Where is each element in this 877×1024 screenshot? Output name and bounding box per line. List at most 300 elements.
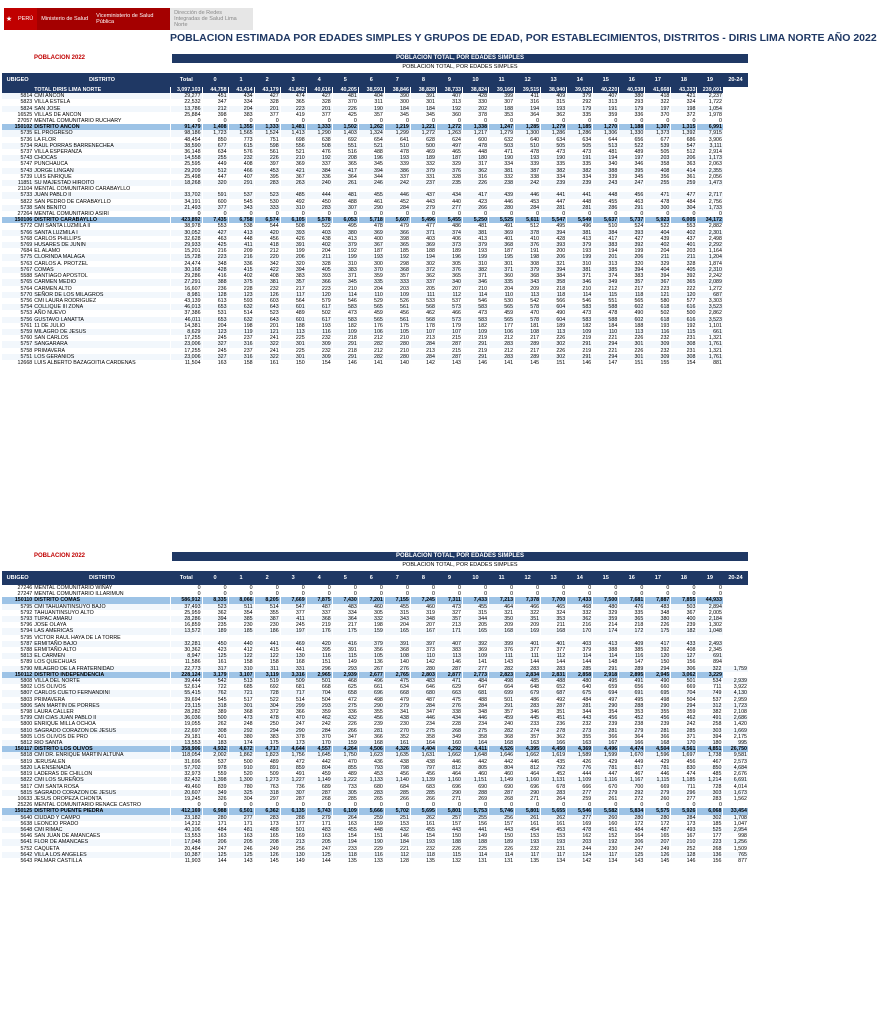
value-cell: 219: [306, 622, 332, 628]
value-cell: 259: [567, 796, 593, 802]
value-cell: 617: [306, 317, 332, 323]
value-cell: 300: [645, 205, 671, 211]
value-cell: 677: [202, 143, 228, 149]
value-cell: 489: [619, 149, 645, 155]
value-cell: 488: [332, 199, 358, 205]
name-cell: CHOCAS: [33, 155, 171, 161]
value-cell: 491: [619, 678, 645, 684]
name-cell: PRIMAVERA: [34, 347, 66, 354]
value-cell: 353: [619, 709, 645, 715]
value-cell: 443: [410, 199, 436, 205]
name-cell: RIO SANTA: [33, 740, 171, 746]
value-cell: 514: [228, 310, 254, 316]
value-cell: 2,939: [332, 672, 358, 678]
ubigeo-cell: 5798: [20, 709, 33, 716]
value-cell: 374: [436, 230, 462, 236]
value-cell: 0: [171, 585, 202, 591]
value-cell: 531: [202, 310, 228, 316]
ubigeo-cell: 27247: [2, 591, 33, 597]
value-cell: 146: [671, 858, 697, 864]
value-cell: 1,596: [645, 752, 671, 758]
value-cell: 407: [436, 641, 462, 647]
value-cell: 209: [228, 248, 254, 254]
value-cell: 0: [254, 118, 280, 124]
value-cell: 29,209: [171, 168, 202, 174]
value-cell: 235: [202, 622, 228, 628]
value-cell: 179: [619, 106, 645, 112]
value-cell: 168: [489, 628, 515, 634]
value-cell: 213: [436, 622, 462, 628]
value-cell: 546: [462, 298, 488, 304]
value-cell: 470: [332, 759, 358, 765]
value-cell: 105: [358, 653, 384, 659]
value-cell: 144: [567, 659, 593, 665]
value-cell: 216: [228, 254, 254, 260]
value-cell: 7,500: [593, 597, 619, 603]
value-cell: 438: [384, 715, 410, 721]
value-cell: 371: [462, 273, 488, 279]
value-cell: 793: [358, 765, 384, 771]
value-cell: 3,316: [280, 672, 306, 678]
value-cell: 287: [436, 666, 462, 672]
value-cell: 203: [645, 155, 671, 161]
value-cell: 551: [332, 143, 358, 149]
value-cell: 150: [280, 360, 306, 366]
value-cell: 212: [202, 106, 228, 112]
value-cell: 290: [645, 703, 671, 709]
value-cell: 1,524: [254, 130, 280, 136]
value-cell: 2,002: [202, 752, 228, 758]
value-cell: 293: [332, 666, 358, 672]
value-cell: 154: [671, 360, 697, 366]
value-cell: 446: [410, 715, 436, 721]
value-cell: 0: [645, 211, 671, 217]
value-cell: 198: [228, 323, 254, 329]
value-cell: 212: [489, 348, 515, 354]
value-cell: 154: [306, 360, 332, 366]
value-cell: 34,191: [171, 199, 202, 205]
value-cell: 365: [671, 279, 697, 285]
value-cell: 7,435: [202, 217, 228, 223]
name-cell: COLLIQUE III ZONA: [33, 304, 171, 310]
value-cell: 357: [436, 616, 462, 622]
value-cell: 0: [202, 585, 228, 591]
value-cell: 643: [254, 304, 280, 310]
value-cell: 188: [436, 839, 462, 845]
value-cell: 519: [254, 678, 280, 684]
value-cell: 910: [228, 765, 254, 771]
value-cell: 471: [645, 192, 671, 198]
name-cell: CMI CIAS JUAN PABLO II: [33, 715, 171, 721]
value-cell: 478: [515, 149, 541, 155]
value-cell: 514: [254, 604, 280, 610]
value-cell: 287: [280, 796, 306, 802]
column-header: 8: [410, 73, 436, 87]
value-cell: 380: [228, 734, 254, 740]
value-cell: 1,392: [671, 130, 697, 136]
value-cell: 171: [202, 821, 228, 827]
value-cell: 237: [410, 180, 436, 186]
value-cell: 684: [384, 784, 410, 790]
value-cell: 421: [280, 168, 306, 174]
name-cell: CMI LAURA RODRIGUEZ: [34, 297, 97, 304]
value-cell: 164: [462, 740, 488, 746]
value-cell: 239: [567, 180, 593, 186]
value-cell: 443: [489, 827, 515, 833]
value-cell: 442: [306, 759, 332, 765]
value-cell: 207: [645, 839, 671, 845]
ubigeo-cell: 5817: [20, 783, 33, 790]
ubigeo-cell: 5808: [2, 678, 33, 684]
value-cell: 164: [410, 740, 436, 746]
value-cell: 0: [671, 118, 697, 124]
value-cell: 456: [254, 236, 280, 242]
value-cell: 10,387: [171, 852, 202, 858]
value-cell: 44,933: [697, 597, 723, 603]
value-cell: 284: [410, 341, 436, 347]
value-cell: 0: [593, 802, 619, 808]
ubigeo-cell: 150112: [2, 672, 33, 678]
ubigeo-cell: 150117: [2, 746, 33, 752]
value-cell: 695: [645, 690, 671, 696]
value-cell: 362: [202, 610, 228, 616]
value-cell: 628: [410, 137, 436, 143]
ubigeo-cell: 5736: [20, 136, 33, 143]
value-cell: 368: [515, 273, 541, 279]
column-header: 6: [358, 73, 384, 87]
value-cell: 1,109: [567, 777, 593, 783]
value-cell: 448: [567, 199, 593, 205]
value-cell: 407: [228, 174, 254, 180]
value-cell: 40,616: [306, 87, 332, 93]
value-cell: 239: [671, 622, 697, 628]
value-cell: 1,565: [228, 130, 254, 136]
value-cell: 1,185: [567, 124, 593, 130]
value-cell: 153: [541, 833, 567, 839]
value-cell: 242: [306, 721, 332, 727]
value-cell: 311: [254, 666, 280, 672]
table-body: [2, 585, 748, 864]
value-cell: 188: [280, 323, 306, 329]
value-cell: 0: [254, 211, 280, 217]
value-cell: 539: [645, 143, 671, 149]
value-cell: 280: [384, 354, 410, 360]
value-cell: 107: [410, 329, 436, 335]
name-cell: LA FLOR: [34, 136, 57, 143]
value-cell: 268: [489, 796, 515, 802]
value-cell: 401: [541, 641, 567, 647]
value-cell: 488: [254, 827, 280, 833]
value-cell: 406: [436, 236, 462, 242]
value-cell: 324: [541, 610, 567, 616]
value-cell: 289: [619, 666, 645, 672]
value-cell: 359: [593, 616, 619, 622]
value-cell: 228: [436, 721, 462, 727]
value-cell: 149: [332, 659, 358, 665]
value-cell: 134: [541, 858, 567, 864]
value-cell: 646: [410, 684, 436, 690]
value-cell: 456: [645, 715, 671, 721]
value-cell: 1,623: [358, 752, 384, 758]
value-cell: 262: [541, 815, 567, 821]
value-cell: 1,761: [697, 341, 723, 347]
value-cell: 484: [671, 199, 697, 205]
value-cell: 350: [489, 616, 515, 622]
value-cell: 233: [332, 846, 358, 852]
value-cell: 335: [567, 112, 593, 118]
value-cell: 447: [202, 174, 228, 180]
value-cell: 6,362: [254, 808, 280, 814]
value-cell: 365: [619, 616, 645, 622]
value-cell: 604: [541, 304, 567, 310]
name-cell: CARLOS A. PROTZEL: [34, 260, 89, 267]
value-cell: 212: [489, 335, 515, 341]
value-cell: 303: [697, 790, 723, 796]
value-cell: 249: [645, 846, 671, 852]
value-cell: 522: [645, 223, 671, 229]
value-cell: 498: [358, 697, 384, 703]
value-cell: 4,474: [619, 746, 645, 752]
column-header: 15: [593, 73, 619, 87]
value-cell: 565: [358, 317, 384, 323]
value-cell: 521: [358, 143, 384, 149]
value-cell: 160: [436, 740, 462, 746]
value-cell: 417: [332, 168, 358, 174]
value-cell: 217: [280, 286, 306, 292]
value-cell: 394: [697, 734, 723, 740]
value-cell: 182: [462, 323, 488, 329]
peru-shield-icon: ★: [4, 8, 14, 30]
group-header: POBLACION TOTAL, POR EDADES SIMPLES: [172, 552, 748, 561]
value-cell: 641: [384, 137, 410, 143]
value-cell: 193: [358, 254, 384, 260]
value-cell: 319: [410, 610, 436, 616]
value-cell: 238: [619, 721, 645, 727]
value-cell: 270: [384, 728, 410, 734]
value-cell: 523: [254, 192, 280, 198]
name-cell: ERMITAÑO ALTO: [34, 647, 77, 654]
value-cell: 367: [358, 242, 384, 248]
value-cell: 440: [228, 641, 254, 647]
value-cell: 1,054: [697, 106, 723, 112]
value-cell: 382: [567, 168, 593, 174]
value-cell: 287: [541, 703, 567, 709]
value-cell: 481: [332, 93, 358, 99]
value-cell: 109: [332, 329, 358, 335]
value-cell: 578: [515, 317, 541, 323]
value-cell: 573: [436, 304, 462, 310]
name-cell: CARMEN ALTO: [34, 285, 72, 292]
value-cell: 656: [619, 137, 645, 143]
value-cell: 427: [306, 93, 332, 99]
ubigeo-cell: 5793: [2, 616, 33, 622]
name-cell: SANGARARA: [33, 341, 171, 347]
value-cell: 112: [541, 653, 567, 659]
value-cell: 804: [306, 765, 332, 771]
column-header: 13: [541, 571, 567, 585]
column-header: 10: [462, 73, 488, 87]
value-cell: 6,574: [254, 217, 280, 223]
value-cell: 357: [358, 112, 384, 118]
value-cell: 334: [332, 610, 358, 616]
value-cell: 812: [436, 765, 462, 771]
value-cell: 189: [436, 248, 462, 254]
value-cell: 236: [202, 286, 228, 292]
value-cell: 335: [358, 279, 384, 285]
value-cell: 617: [306, 304, 332, 310]
value-cell: 32,628: [171, 236, 202, 242]
value-cell: 251: [384, 815, 410, 821]
value-cell: 427: [619, 236, 645, 242]
value-cell: 383: [436, 647, 462, 653]
year-label: POBLACION 2022: [34, 55, 86, 61]
name-cell: FLOR DE AMANCAES: [33, 839, 171, 845]
name-cell: DISTRITO LOS OLIVOS: [33, 746, 171, 752]
value-cell: 147: [619, 659, 645, 665]
value-cell: 312: [697, 703, 723, 709]
value-cell: 284: [306, 728, 332, 734]
value-cell: 205: [462, 622, 488, 628]
value-cell: 348: [410, 616, 436, 622]
value-cell: 285: [384, 790, 410, 796]
value-cell: 600: [202, 199, 228, 205]
ubigeo-cell: 5822: [2, 777, 33, 783]
value-cell: 444: [567, 771, 593, 777]
value-cell: 334: [567, 174, 593, 180]
value-cell: 422: [254, 267, 280, 273]
logo-subunit: Dirección de Redes Integradas de Salud Lima Norte: [170, 8, 253, 30]
value-cell: 37,386: [171, 310, 202, 316]
value-cell: 1,167: [619, 777, 645, 783]
value-cell: 291: [228, 180, 254, 186]
value-cell: 383: [228, 112, 254, 118]
value-cell: 1,307: [645, 124, 671, 130]
value-cell: 0: [436, 802, 462, 808]
value-cell: 402: [671, 230, 697, 236]
value-cell: 146: [462, 360, 488, 366]
value-cell: 357: [619, 279, 645, 285]
value-cell: 653: [202, 317, 228, 323]
value-cell: 179: [567, 106, 593, 112]
value-cell: 145: [254, 858, 280, 864]
value-cell: 114: [593, 653, 619, 659]
table-header-row: [2, 73, 748, 87]
value-cell: 249: [254, 846, 280, 852]
value-cell: 0: [228, 118, 254, 124]
value-cell: 401: [671, 242, 697, 248]
value-cell: 5,546: [567, 808, 593, 814]
value-cell: 149: [462, 833, 488, 839]
value-cell: 365: [436, 273, 462, 279]
name-cell: SAN BENITO: [33, 205, 171, 211]
value-cell: 603: [254, 298, 280, 304]
value-cell: 128: [202, 292, 228, 298]
value-cell: 461: [358, 199, 384, 205]
value-cell: 773: [228, 137, 254, 143]
value-cell: 593: [228, 298, 254, 304]
value-cell: 542: [202, 678, 228, 684]
value-cell: 5,578: [306, 217, 332, 223]
value-cell: 25,884: [171, 112, 202, 118]
value-cell: 322: [697, 666, 723, 672]
value-cell: 1,759: [723, 666, 748, 672]
value-cell: 680: [358, 784, 384, 790]
value-cell: 159: [358, 628, 384, 634]
value-cell: 110: [489, 292, 515, 298]
value-cell: 334: [489, 161, 515, 167]
value-cell: 344: [358, 174, 384, 180]
column-header: 2: [254, 73, 280, 87]
value-cell: 394: [541, 230, 567, 236]
value-cell: 197: [645, 106, 671, 112]
value-cell: 3,523: [697, 317, 723, 323]
value-cell: 204: [306, 248, 332, 254]
value-cell: 1,723: [723, 703, 748, 709]
value-cell: 331: [410, 174, 436, 180]
table-header-row: [2, 571, 748, 585]
value-cell: 118: [619, 292, 645, 298]
column-header: 5: [332, 571, 358, 585]
name-cell: LAS AMERICAS: [33, 628, 171, 634]
value-cell: 378: [515, 230, 541, 236]
value-cell: 112: [384, 852, 410, 858]
value-cell: 341: [384, 709, 410, 715]
value-cell: 277: [436, 205, 462, 211]
value-cell: 444: [306, 192, 332, 198]
value-cell: 167: [593, 740, 619, 746]
value-cell: 451: [541, 715, 567, 721]
value-cell: 369: [410, 242, 436, 248]
value-cell: 418: [254, 242, 280, 248]
value-cell: 2,914: [697, 149, 723, 155]
value-cell: 450: [306, 199, 332, 205]
value-cell: 266: [384, 796, 410, 802]
value-cell: 588: [593, 304, 619, 310]
value-cell: 5,455: [436, 217, 462, 223]
value-cell: 113: [515, 292, 541, 298]
value-cell: 3,229: [697, 672, 723, 678]
value-cell: 692: [254, 684, 280, 690]
value-cell: 2,717: [697, 192, 723, 198]
value-cell: 460: [462, 771, 488, 777]
value-cell: 687: [697, 292, 723, 298]
value-cell: 489: [254, 759, 280, 765]
value-cell: 268: [697, 846, 723, 852]
value-cell: 283: [697, 796, 723, 802]
value-cell: 31,696: [171, 759, 202, 765]
value-cell: 161: [515, 821, 541, 827]
value-cell: 280: [619, 815, 645, 821]
value-cell: 0: [332, 591, 358, 597]
value-cell: 144: [541, 659, 567, 665]
value-cell: 2,237: [697, 93, 723, 99]
value-cell: 4,496: [593, 746, 619, 752]
value-cell: 5,525: [489, 217, 515, 223]
value-cell: 583: [332, 317, 358, 323]
value-cell: 504: [306, 697, 332, 703]
value-cell: 335: [541, 161, 567, 167]
value-cell: 0: [671, 585, 697, 591]
value-cell: 503: [489, 143, 515, 149]
value-cell: 261: [515, 815, 541, 821]
value-cell: 1,373: [645, 130, 671, 136]
ubigeo-cell: 5799: [2, 715, 33, 721]
value-cell: 0: [567, 591, 593, 597]
value-cell: 255: [202, 155, 228, 161]
value-cell: 370: [306, 734, 332, 740]
value-cell: 225: [280, 335, 306, 341]
value-cell: 377: [202, 205, 228, 211]
